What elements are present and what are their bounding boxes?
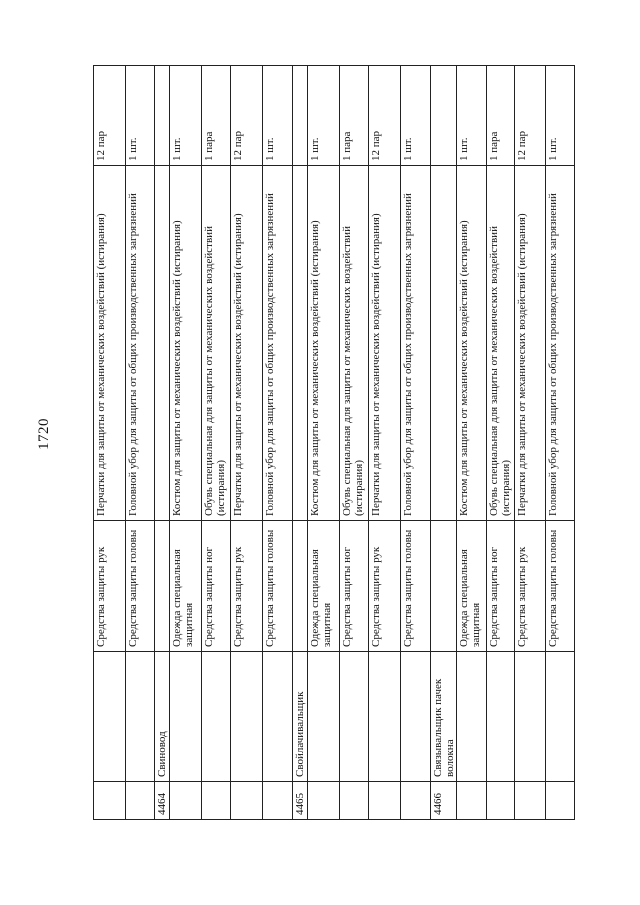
quantity-cell	[431, 66, 457, 166]
ppe-description-cell: Перчатки для защиты от механических воздействий (истирания)	[231, 166, 263, 521]
table-row	[546, 66, 575, 820]
table-frame	[93, 66, 559, 820]
profession-cell	[546, 652, 575, 782]
profession-cell	[94, 652, 126, 782]
table-row	[263, 66, 293, 820]
quantity-cell: 1 шт.	[401, 66, 431, 166]
table-row	[457, 66, 487, 820]
table-row	[487, 66, 515, 820]
ppe-type-cell: Одежда специальная защитная	[170, 521, 202, 652]
quantity-cell: 12 пар	[515, 66, 546, 166]
code-cell	[515, 782, 546, 820]
ppe-description-cell: Головной убор для защиты от общих производственных загрязнений	[263, 166, 293, 521]
table-row	[340, 66, 369, 820]
code-cell	[126, 782, 155, 820]
ppe-description-cell: Головной убор для защиты от общих производственных загрязнений	[401, 166, 431, 521]
quantity-cell: 12 пар	[94, 66, 126, 166]
code-cell: 4466	[431, 782, 457, 820]
ppe-type-cell: Средства защиты рук	[94, 521, 126, 652]
ppe-description-cell	[293, 166, 308, 521]
profession-row	[155, 66, 170, 820]
ppe-norms-table	[93, 65, 575, 820]
profession-cell	[401, 652, 431, 782]
ppe-description-cell: Обувь специальная для защиты от механических воздействий (истирания)	[487, 166, 515, 521]
table-row	[170, 66, 202, 820]
quantity-cell: 1 шт.	[126, 66, 155, 166]
table-body	[94, 66, 575, 820]
ppe-description-cell: Обувь специальная для защиты от механических воздействий (истирания)	[202, 166, 231, 521]
ppe-description-cell: Костюм для защиты от механических воздействий (истирания)	[308, 166, 340, 521]
profession-cell	[231, 652, 263, 782]
ppe-description-cell: Головной убор для защиты от общих производственных загрязнений	[126, 166, 155, 521]
ppe-description-cell: Костюм для защиты от механических воздействий (истирания)	[457, 166, 487, 521]
ppe-type-cell: Средства защиты головы	[546, 521, 575, 652]
ppe-description-cell: Обувь специальная для защиты от механических воздействий (истирания)	[340, 166, 369, 521]
ppe-type-cell: Средства защиты рук	[515, 521, 546, 652]
profession-cell: Свиновод	[155, 652, 170, 782]
ppe-type-cell	[431, 521, 457, 652]
table-row	[401, 66, 431, 820]
quantity-cell: 12 пар	[231, 66, 263, 166]
table-row	[94, 66, 126, 820]
ppe-description-cell: Костюм для защиты от механических воздействий (истирания)	[170, 166, 202, 521]
quantity-cell: 1 шт.	[457, 66, 487, 166]
profession-cell	[515, 652, 546, 782]
ppe-description-cell	[155, 166, 170, 521]
quantity-cell: 1 пара	[487, 66, 515, 166]
ppe-description-cell: Перчатки для защиты от механических воздействий (истирания)	[515, 166, 546, 521]
quantity-cell: 1 шт.	[170, 66, 202, 166]
code-cell	[340, 782, 369, 820]
code-cell	[170, 782, 202, 820]
profession-cell	[340, 652, 369, 782]
code-cell	[457, 782, 487, 820]
code-cell: 4464	[155, 782, 170, 820]
ppe-description-cell: Перчатки для защиты от механических воздействий (истирания)	[94, 166, 126, 521]
quantity-cell: 1 шт.	[308, 66, 340, 166]
ppe-type-cell	[293, 521, 308, 652]
table-row	[515, 66, 546, 820]
code-cell	[308, 782, 340, 820]
ppe-type-cell: Средства защиты головы	[263, 521, 293, 652]
profession-cell	[369, 652, 401, 782]
code-cell: 4465	[293, 782, 308, 820]
page-number: 1720	[36, 418, 52, 450]
table-row	[202, 66, 231, 820]
profession-cell: Связывальщик пачек волокна	[431, 652, 457, 782]
ppe-type-cell: Средства защиты рук	[369, 521, 401, 652]
code-cell	[202, 782, 231, 820]
profession-row	[293, 66, 308, 820]
code-cell	[231, 782, 263, 820]
quantity-cell	[155, 66, 170, 166]
profession-cell	[457, 652, 487, 782]
profession-cell	[126, 652, 155, 782]
code-cell	[369, 782, 401, 820]
profession-cell	[263, 652, 293, 782]
profession-cell	[487, 652, 515, 782]
ppe-description-cell: Перчатки для защиты от механических воздействий (истирания)	[369, 166, 401, 521]
quantity-cell: 1 пара	[340, 66, 369, 166]
ppe-type-cell	[155, 521, 170, 652]
quantity-cell: 1 шт.	[263, 66, 293, 166]
code-cell	[263, 782, 293, 820]
ppe-type-cell: Средства защиты ног	[202, 521, 231, 652]
ppe-description-cell: Головной убор для защиты от общих производственных загрязнений	[546, 166, 575, 521]
profession-cell	[202, 652, 231, 782]
ppe-type-cell: Средства защиты ног	[340, 521, 369, 652]
code-cell	[401, 782, 431, 820]
ppe-type-cell: Одежда специальная защитная	[308, 521, 340, 652]
profession-cell	[308, 652, 340, 782]
quantity-cell: 1 шт.	[546, 66, 575, 166]
profession-row	[431, 66, 457, 820]
ppe-type-cell: Средства защиты головы	[126, 521, 155, 652]
ppe-description-cell	[431, 166, 457, 521]
code-cell	[487, 782, 515, 820]
code-cell	[94, 782, 126, 820]
code-cell	[546, 782, 575, 820]
table-row	[231, 66, 263, 820]
rotated-table-container	[93, 66, 559, 820]
ppe-type-cell: Одежда специальная защитная	[457, 521, 487, 652]
table-row	[369, 66, 401, 820]
ppe-type-cell: Средства защиты ног	[487, 521, 515, 652]
ppe-type-cell: Средства защиты рук	[231, 521, 263, 652]
quantity-cell	[293, 66, 308, 166]
profession-cell	[170, 652, 202, 782]
profession-cell: Свойлачивальщик	[293, 652, 308, 782]
table-row	[126, 66, 155, 820]
table-row	[308, 66, 340, 820]
quantity-cell: 1 пара	[202, 66, 231, 166]
quantity-cell: 12 пар	[369, 66, 401, 166]
ppe-type-cell: Средства защиты головы	[401, 521, 431, 652]
